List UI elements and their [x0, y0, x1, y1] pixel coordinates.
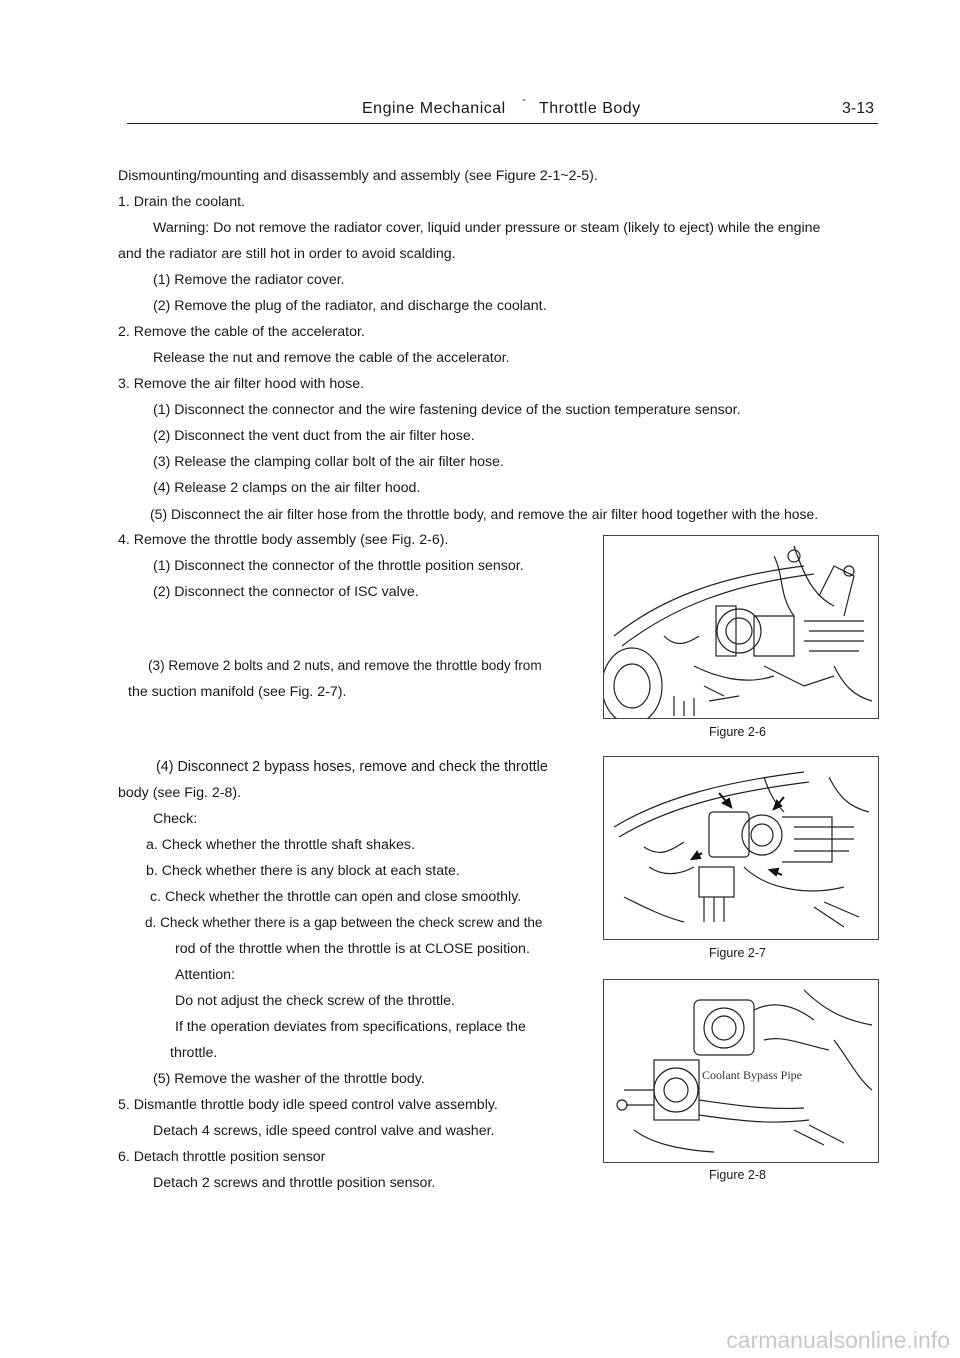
text-line: (1) Disconnect the connector of the throttle position sensor.: [153, 558, 524, 574]
text-line: b. Check whether there is any block at each state.: [146, 863, 460, 879]
text-line: Dismounting/mounting and disassembly and assembly (see Figure 2-1~2-5).: [118, 168, 598, 184]
text-line: (4) Release 2 clamps on the air filter hood.: [153, 480, 421, 496]
coolant-bypass-pipe-label: Coolant Bypass Pipe: [702, 1068, 803, 1082]
text-line: (2) Disconnect the vent duct from the air filter hose.: [153, 428, 475, 444]
figure-2-6-caption: Figure 2-6: [709, 725, 766, 739]
figure-2-6-drawing: [604, 536, 878, 718]
text-line: the suction manifold (see Fig. 2-7).: [128, 684, 347, 700]
figure-2-7-drawing: [604, 757, 878, 939]
text-line: a. Check whether the throttle shaft shakes.: [146, 837, 415, 853]
text-line: body (see Fig. 2-8).: [118, 785, 242, 801]
text-line: Warning: Do not remove the radiator cover, liquid under pressure or steam (likely to eject) while the engine: [153, 220, 821, 236]
text-line: Release the nut and remove the cable of the accelerator.: [153, 350, 510, 366]
text-line: (4) Disconnect 2 bypass hoses, remove and check the throttle: [156, 759, 548, 775]
figure-2-7-engine-illustration: [603, 756, 879, 940]
text-line: (3) Remove 2 bolts and 2 nuts, and remove the throttle body from: [148, 658, 542, 673]
figure-2-8-caption: Figure 2-8: [709, 1168, 766, 1182]
text-line: If the operation deviates from specifications, replace the: [175, 1019, 526, 1035]
text-line: 5. Dismantle throttle body idle speed control valve assembly.: [118, 1097, 498, 1113]
text-line: (5) Disconnect the air filter hose from the throttle body, and remove the air filter hood together with the hose.: [150, 506, 819, 522]
text-line: Check:: [153, 811, 198, 827]
header-subsection-title: Throttle Body: [539, 100, 641, 117]
header-dash: -: [522, 94, 526, 106]
text-line: rod of the throttle when the throttle is at CLOSE position.: [175, 941, 530, 957]
text-line: 1. Drain the coolant.: [118, 194, 245, 210]
text-line: Do not adjust the check screw of the throttle.: [175, 993, 455, 1009]
text-line: (5) Remove the washer of the throttle body.: [153, 1071, 425, 1087]
text-line: Detach 4 screws, idle speed control valve and washer.: [153, 1123, 495, 1139]
text-line: 3. Remove the air filter hood with hose.: [118, 376, 365, 392]
figure-2-6-engine-illustration: [603, 535, 879, 719]
page-number: 3-13: [842, 100, 875, 117]
text-line: Attention:: [175, 967, 235, 983]
text-line: 6. Detach throttle position sensor: [118, 1149, 326, 1165]
header-section-title: Engine Mechanical: [362, 100, 506, 117]
text-line: (1) Remove the radiator cover.: [153, 272, 345, 288]
text-line: (1) Disconnect the connector and the wire fastening device of the suction temperature sensor.: [153, 402, 741, 418]
text-line: (2) Remove the plug of the radiator, and discharge the coolant.: [153, 298, 547, 314]
figure-2-7-caption: Figure 2-7: [709, 946, 766, 960]
watermark: carmanualsonline.info: [726, 1327, 950, 1353]
text-line: c. Check whether the throttle can open and close smoothly.: [150, 889, 522, 905]
text-line: (2) Disconnect the connector of ISC valve.: [153, 584, 419, 600]
text-line: Detach 2 screws and throttle position sensor.: [153, 1175, 436, 1191]
figure-2-8-engine-illustration: [603, 979, 879, 1163]
text-line: throttle.: [170, 1045, 218, 1061]
text-line: (3) Release the clamping collar bolt of the air filter hose.: [153, 454, 504, 470]
text-line: 2. Remove the cable of the accelerator.: [118, 324, 365, 340]
header-rule: [127, 123, 878, 124]
text-line: d. Check whether there is a gap between the check screw and the: [145, 915, 543, 930]
text-line: 4. Remove the throttle body assembly (see Fig. 2-6).: [118, 532, 449, 548]
text-line: and the radiator are still hot in order to avoid scalding.: [118, 246, 456, 262]
